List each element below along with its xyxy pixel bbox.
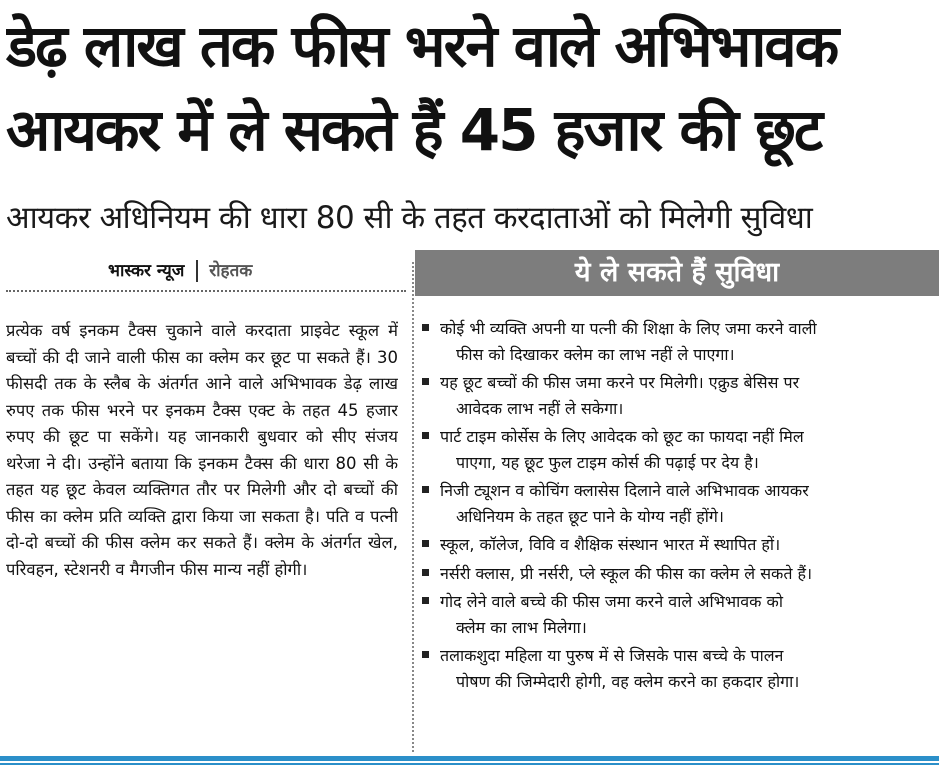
list-item: नर्सरी क्लास, प्री नर्सरी, प्ले स्कूल की फीस का क्लेम ले सकते हैं। (418, 561, 934, 587)
bottom-band-thin (0, 763, 939, 765)
byline (108, 256, 252, 286)
bullet-icon (422, 569, 429, 576)
list-item: निजी ट्यूशन व कोचिंग क्लासेस दिलाने वाले अभिभावक आयकर अधिनियम के तहत छूट पाने के योग्य नहीं होंगे। (418, 478, 934, 529)
article-body: प्रत्येक वर्ष इनकम टैक्स चुकाने वाले करदाता प्राइवेट स्कूल में बच्चों की दी जाने वाली फीस का क्लेम कर छूट पा सकते हैं। 30 फीसदी तक के स्लैब के अंतर्गत आने वाले अभिभावक डेढ़ लाख रुपए तक फीस भरने पर इनकम टैक्स एक्ट के तहत 45 हजार रुपए की छूट पा सकेंगे। यह जानकारी बुधवार को सीए संजय थरेजा ने दी। उन्होंने बताया कि इनकम टैक्स की धारा 80 सी के तहत यह छूट केवल व्यक्तिगत तौर पर मिलेगी और दो बच्चों की फीस का क्लेम प्रति व्यक्ति द्वारा किया जा सकता है। पति व पत्नी दो-दो बच्चों की फीस क्लेम कर सकते हैं। क्लेम के अंतर्गत खेल, परिवहन, स्टेशनरी व मैगजीन फीस मान्य नहीं होगी। (6, 321, 398, 579)
list-item: यह छूट बच्चों की फीस जमा करने पर मिलेगी। एक्रुड बेसिस पर आवेदक लाभ नहीं ले सकेगा। (418, 370, 934, 421)
list-item: गोद लेने वाले बच्चे की फीस जमा करने वाले अभिभावक को क्लेम का लाभ मिलेगा। (418, 589, 934, 640)
list-item: स्कूल, कॉलेज, विवि व शैक्षिक संस्थान भारत में स्थापित हों। (418, 532, 934, 558)
list-item: तलाकशुदा महिला या पुरुष में से जिसके पास बच्चे के पालन पोषण की जिम्मेदारी होगी, वह क्लेम करने का हकदार होगा। (418, 643, 934, 694)
headline-line-2: आयकर में ले सकते हैं 45 हजार की छूट (6, 96, 822, 164)
list-item: पार्ट टाइम कोर्सेस के लिए आवेदक को छूट का फायदा नहीं मिल पाएगा, यह छूट फुल टाइम कोर्स की पढ़ाई पर देय है। (418, 424, 934, 475)
bullet-icon (422, 432, 429, 439)
bullet-icon (422, 486, 429, 493)
subheadline: आयकर अधिनियम की धारा 80 सी के तहत करदाताओं को मिलेगी सुविधा (6, 200, 813, 236)
byline-separator (196, 260, 198, 282)
bullet-icon (422, 540, 429, 547)
bullet-icon (422, 651, 429, 658)
headline-line-1: डेढ़ लाख तक फीस भरने वाले अभिभावक (6, 12, 838, 80)
bullet-icon (422, 324, 429, 331)
bottom-band (0, 756, 939, 761)
bullet-icon (422, 378, 429, 385)
byline-place: रोहतक (209, 261, 253, 281)
byline-rule (6, 290, 406, 292)
byline-brand: भास्कर न्यूज (108, 261, 185, 281)
bullet-icon (422, 597, 429, 604)
sidebar-title: ये ले सकते हैं सुविधा (415, 250, 939, 296)
headline (6, 4, 934, 172)
column-divider (412, 262, 414, 752)
sidebar-list (418, 316, 934, 697)
list-item: कोई भी व्यक्ति अपनी या पत्नी की शिक्षा के लिए जमा करने वाली फीस को दिखाकर क्लेम का लाभ नहीं ले पाएगा। (418, 316, 934, 367)
